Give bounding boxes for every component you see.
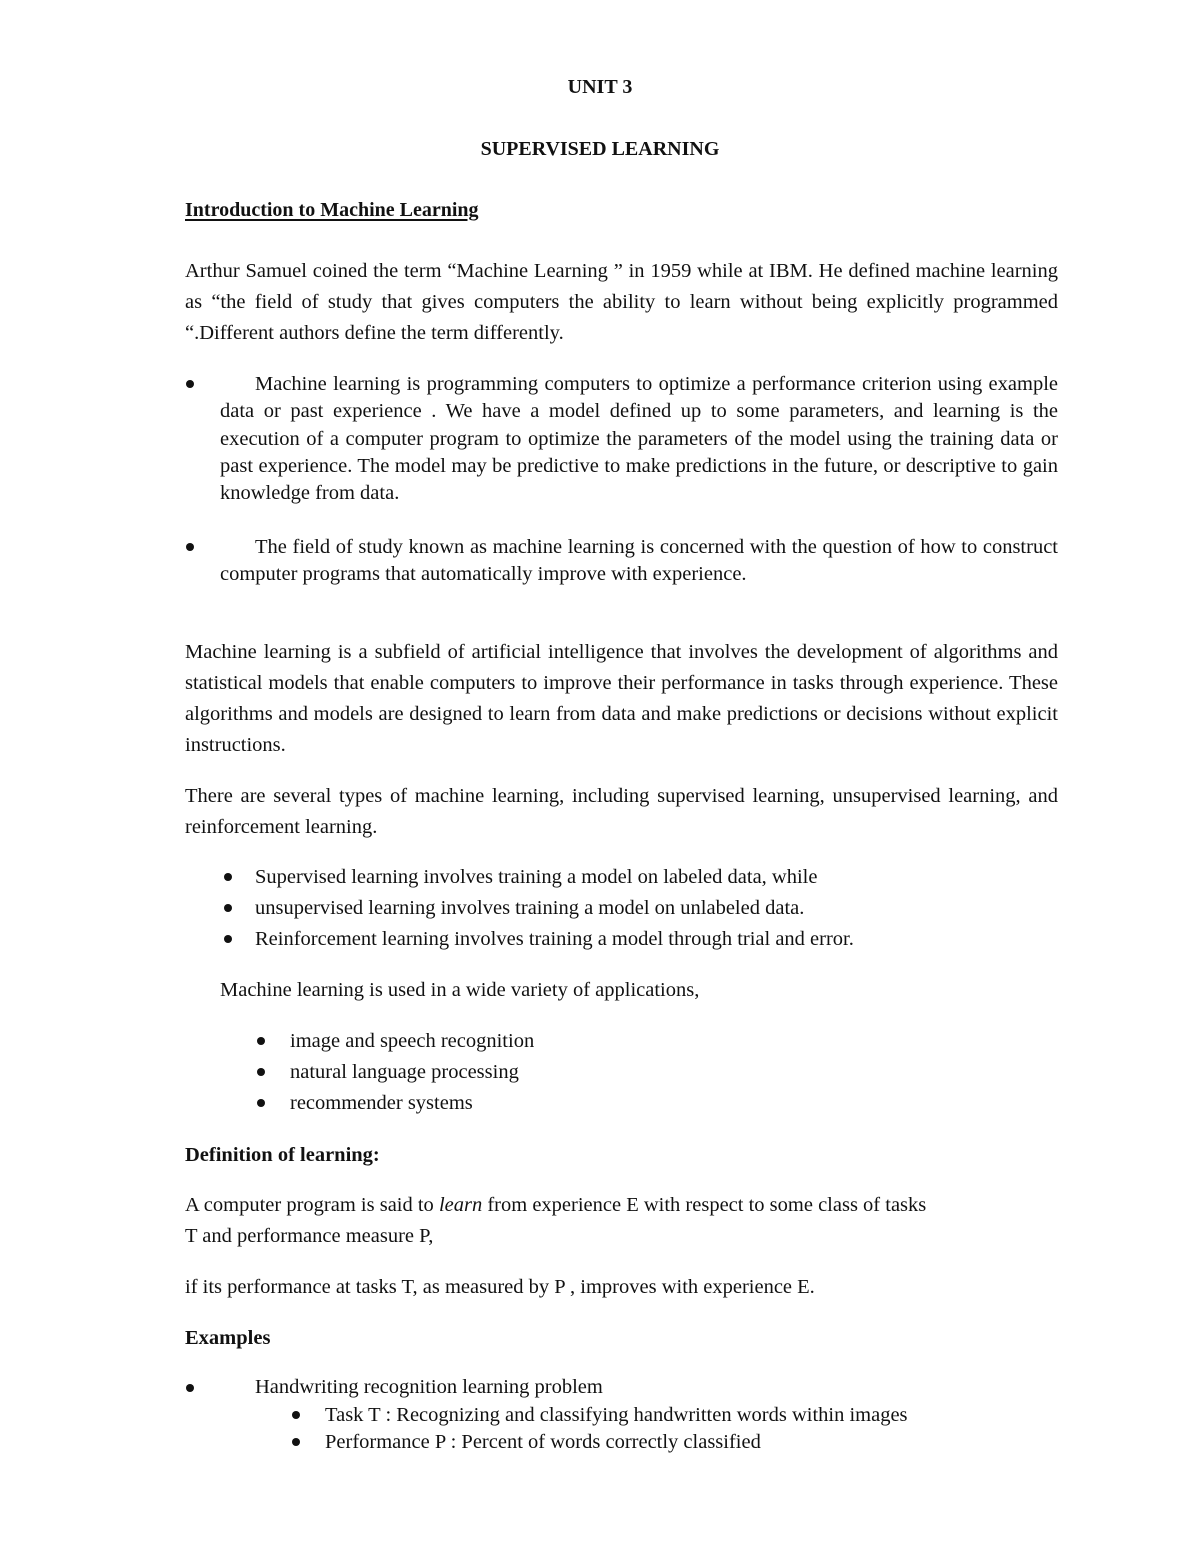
bullet-dot	[224, 904, 232, 912]
application-item-2: natural language processing	[290, 1061, 519, 1083]
bullet-dot	[224, 873, 232, 881]
examples-heading: Examples	[185, 1327, 271, 1349]
bullet-dot	[292, 1411, 300, 1419]
unit-label: UNIT 3	[567, 76, 633, 98]
applications-intro: Machine learning is used in a wide variety of applications,	[220, 979, 700, 1001]
intro-bullet-2: The field of study known as machine learning is concerned with the question of how to construct computer programs that automatically improve with experience.	[220, 536, 1058, 586]
intro-paragraph: Arthur Samuel coined the term “Machine Learning ” in 1959 while at IBM. He defined machine learning as “the field of study that gives computers the ability to learn without being explicitly programmed “.Different authors define the term differently.	[185, 260, 1058, 344]
bullet-dot	[257, 1099, 265, 1107]
bullet-dot	[186, 1384, 194, 1392]
definition-line-1: A computer program is said to learn from experience E with respect to some class of tasks	[185, 1194, 927, 1216]
type-item-3: Reinforcement learning involves training a model through trial and error.	[255, 928, 854, 950]
bullet-dot	[186, 543, 194, 551]
definition-line-2: T and performance measure P,	[185, 1225, 434, 1247]
bullet-dot	[292, 1438, 300, 1446]
example-sub-2: Performance P : Percent of words correctly classified	[325, 1431, 761, 1453]
page-title: SUPERVISED LEARNING	[480, 138, 720, 160]
type-item-2: unsupervised learning involves training a model on unlabeled data.	[255, 897, 805, 919]
application-item-1: image and speech recognition	[290, 1030, 535, 1052]
intro-heading: Introduction to Machine Learning	[185, 199, 479, 221]
bullet-dot	[257, 1037, 265, 1045]
overview-paragraph-1: Machine learning is a subfield of artificial intelligence that involves the development of algorithms and statistical models that enable computers to improve their performance in tasks through experience. These algorithms and models are designed to learn from data and make predictions or decisions without explicit instructions.	[185, 641, 1058, 756]
example-item: Handwriting recognition learning problem	[255, 1376, 603, 1398]
example-sub-1: Task T : Recognizing and classifying handwritten words within images	[325, 1404, 908, 1426]
bullet-dot	[186, 380, 194, 388]
bullet-dot	[257, 1068, 265, 1076]
definition-heading: Definition of learning:	[185, 1144, 380, 1166]
overview-paragraph-2: There are several types of machine learning, including supervised learning, unsupervised learning, and reinforcement learning.	[185, 785, 1058, 838]
intro-bullet-1: Machine learning is programming computers to optimize a performance criterion using example data or past experience . We have a model defined up to some parameters, and learning is the execution of a computer program to optimize the parameters of the model using the training data or past experience. The model may be predictive to make predictions in the future, or descriptive to gain knowledge from data.	[220, 373, 1058, 505]
application-item-3: recommender systems	[290, 1092, 473, 1114]
bullet-dot	[224, 935, 232, 943]
definition-line-3: if its performance at tasks T, as measured by P , improves with experience E.	[185, 1276, 815, 1298]
type-item-1: Supervised learning involves training a model on labeled data, while	[255, 866, 818, 888]
